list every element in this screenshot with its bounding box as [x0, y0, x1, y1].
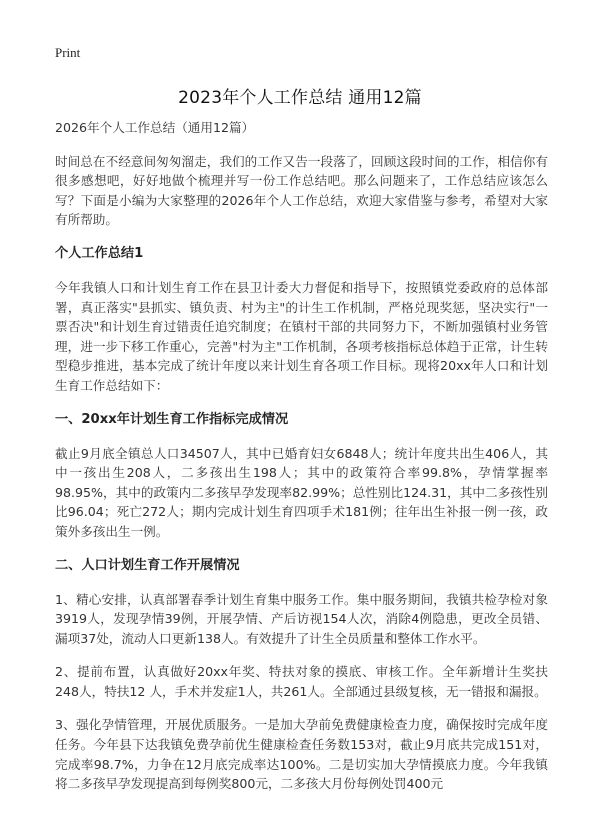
- subheading-work-progress: 二、人口计划生育工作开展情况: [55, 557, 240, 573]
- article-subtitle: 2026年个人工作总结（通用12篇）: [55, 120, 255, 135]
- indicators-paragraph: 截止9月底全镇总人口34507人，其中已婚育妇女6848人；统计年度共出生406人，其中一孩出生208人，二多孩出生198人；其中的政策符合率99.8%，孕情掌握率98.95%，其中的政策内二多孩早孕发现率82.99%；总性别比124.31，其中二多孩性别比96.04；死亡272人；期内完成计划生育四项手术181例；往年出生补报一例一孩，政策外多孩出生一例。: [55, 445, 548, 539]
- section-heading: 个人工作总结1: [55, 245, 144, 261]
- intro-paragraph: 时间总在不经意间匆匆溜走，我们的工作又告一段落了，回顾这段时间的工作，相信你有很多感想吧，好好地做个梳理并写一份工作总结吧。那么问题来了，工作总结应该怎么写？下面是小编为大家整理的2026年个人工作总结，欢迎大家借鉴与参考，希望对大家有所帮助。: [55, 153, 548, 228]
- work-item-1: 1、精心安排，认真部署春季计划生育集中服务工作。集中服务期间，我镇共检孕检对象3919人，发现孕情39例，开展孕情、产后访视154人次，消除4例隐患，更改全员错、漏项37处，流动人口更新138人。有效提升了计生全员质量和整体工作水平。: [55, 591, 548, 646]
- page-title: 2023年个人工作总结 通用12篇: [178, 88, 422, 108]
- section-intro-paragraph: 今年我镇人口和计划生育工作在县卫计委大力督促和指导下，按照镇党委政府的总体部署，真正落实"县抓实、镇负责、村为主"的计生工作机制，严格兑现奖惩，坚决实行"一票否决"和计划生育过错责任追究制度；在镇村干部的共同努力下，不断加强镇村业务管理，进一步下移工作重心，完善"村为主"工作机制，各项考核指标总体趋于正常，计生转型稳步推进，基本完成了统计年度以来计划生育各项工作目标。现将20xx年人口和计划生育工作总结如下：: [55, 279, 548, 393]
- print-link[interactable]: Print: [55, 45, 81, 60]
- work-item-2: 2、提前布置，认真做好20xx年奖、特扶对象的摸底、审核工作。全年新增计生奖扶 248人，特扶12 人，手术并发症1人，共261人。全部通过县级复核，无一错报和漏报。: [55, 664, 548, 699]
- article-body: [55, 118, 548, 808]
- subheading-indicators: 一、20xx年计划生育工作指标完成情况: [55, 411, 289, 427]
- work-item-3: 3、强化孕情管理，开展优质服务。一是加大孕前免费健康检查力度，确保按时完成年度任务。今年县下达我镇免费孕前优生健康检查任务数153对，截止9月底共完成151对，完成率98.7%，力争在12月底完成率达100%。二是切实加大孕情摸底力度。今年我镇将二多孩早孕发现提高到每例奖800元，二多孩大月份每例处罚400元: [55, 717, 548, 792]
